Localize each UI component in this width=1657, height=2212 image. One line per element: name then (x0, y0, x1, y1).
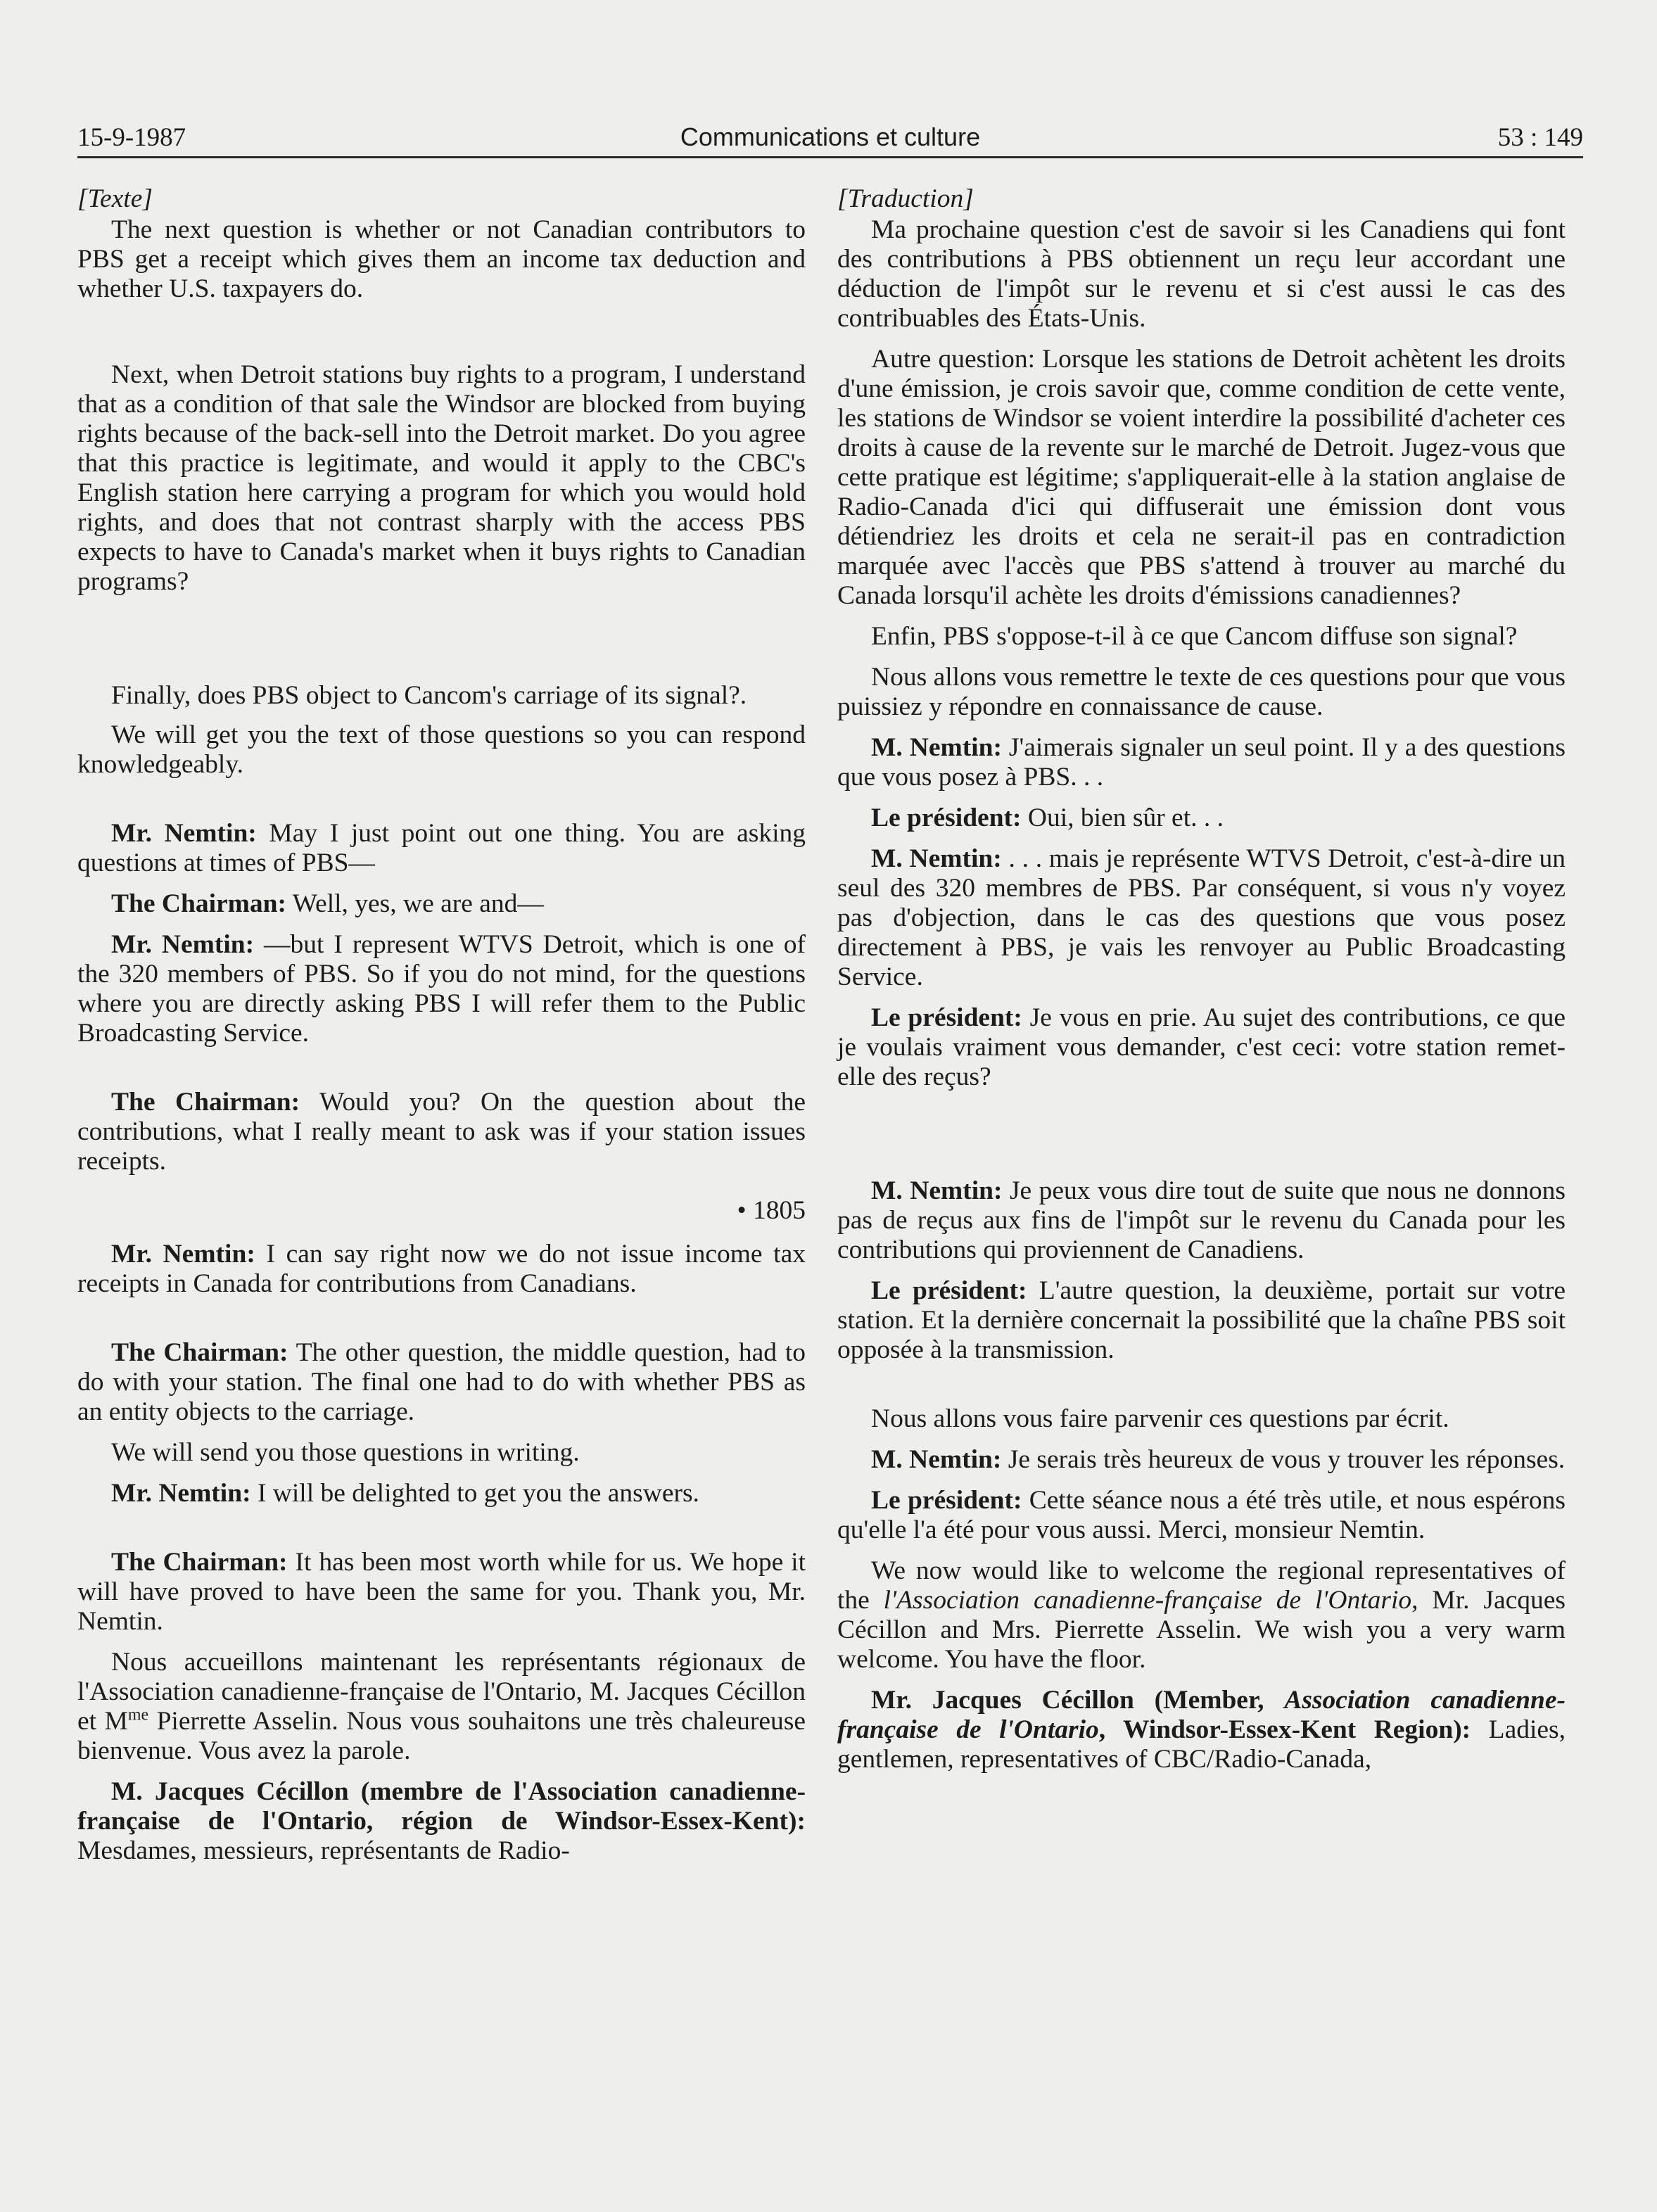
paragraph: Nous allons vous remettre le texte de ces questions pour que vous puissiez y répondre en connaissance de cause. (837, 663, 1566, 721)
speech-paragraph (837, 1176, 1566, 1265)
speech-paragraph (77, 1240, 806, 1299)
speech-paragraph (77, 1088, 806, 1176)
speaker-name: Mr. Nemtin: (111, 1479, 251, 1508)
speech-paragraph (77, 1777, 806, 1866)
paragraph-text: Nous accueillons maintenant les représentants régionaux de l'Association canadienne-française de l'Ontario, M. Jacques Cécillon et M (77, 1648, 806, 1736)
speech-text: The other question, the middle question, had to do with your station. The final one had to do with whether PBS as an entity objects to the carriage. (77, 1338, 806, 1426)
speech-text: Cette séance nous a été très utile, et nous espérons qu'elle l'a été pour vous aussi. Merci, monsieur Nemtin. (837, 1486, 1566, 1544)
speaker-name: Le président: (871, 1276, 1027, 1305)
paragraph (77, 1648, 806, 1766)
speaker-name: M. Nemtin: (871, 1445, 1002, 1474)
speech-text: Mesdames, messieurs, représentants de Radio- (77, 1836, 570, 1865)
speech-text: Je peux vous dire tout de suite que nous ne donnons pas de reçus aux fins de l'impôt sur le revenu du Canada pour les contributions qui proviennent de Canadiens. (837, 1176, 1566, 1264)
speaker-name: The Chairman: (111, 1338, 288, 1367)
speech-text: Well, yes, we are and— (286, 889, 544, 918)
paragraph-text: We now would like to welcome the regional representatives of the (837, 1556, 1566, 1615)
speech-paragraph (837, 1686, 1566, 1774)
speech-paragraph (837, 1486, 1566, 1545)
speech-paragraph (837, 733, 1566, 792)
speech-paragraph (837, 1276, 1566, 1365)
speech-text: Je serais très heureux de vous y trouver les réponses. (1001, 1445, 1566, 1474)
speech-paragraph (837, 803, 1566, 833)
paragraph: Enfin, PBS s'oppose-t-il à ce que Cancom diffuse son signal? (871, 622, 1518, 651)
paragraph (837, 1556, 1566, 1674)
paragraph-text: , Mr. Jacques Cécillon and Mrs. Pierrette Asselin. We wish you a very warm welcome. You have the floor. (837, 1586, 1566, 1674)
speaker-name: Le président: (871, 1003, 1022, 1032)
section-tag: [Texte] (77, 184, 153, 213)
speech-text: I will be delighted to get you the answers. (250, 1479, 699, 1508)
speech-paragraph (77, 930, 806, 1048)
section-tag: [Traduction] (837, 184, 974, 213)
speech-text: I can say right now we do not issue income tax receipts in Canada for contributions from Canadians. (77, 1240, 806, 1298)
speaker-name: Le président: (871, 1486, 1022, 1515)
superscript: me (127, 1705, 149, 1724)
speech-text: . . . mais je représente WTVS Detroit, c'est-à-dire un seul des 320 membres de PBS. Par conséquent, si vous n'y voyez pas d'objection, dans le cas des questions que vous posez directement à PBS, je vais les renvoyer au Public Broadcasting Service. (837, 844, 1566, 991)
paragraph: Next, when Detroit stations buy rights to a program, I understand that as a condition of that sale the Windsor are blocked from buying rights because of the back-sell into the Detroit market. Do you agree that this practice is legitimate, and would it apply to the CBC's English station here carrying a program for which you would hold rights, and does that not contrast sharply with the access PBS expects to have to Canada's market when it buys rights to Canadian programs? (77, 360, 806, 596)
speaker-name: Mr. Jacques Cécillon (Member, (871, 1686, 1285, 1715)
header-date: 15-9-1987 (77, 123, 186, 152)
page-header (77, 120, 1583, 158)
paragraph: We will get you the text of those questions so you can respond knowledgeably. (77, 720, 806, 779)
speaker-name: Mr. Nemtin: (111, 930, 255, 959)
header-title: Communications et culture (680, 122, 981, 151)
speaker-name: Le président: (871, 803, 1022, 832)
paragraph: Ma prochaine question c'est de savoir si les Canadiens qui font des contributions à PBS obtiennent un reçu leur accordant une déduction de l'impôt sur le revenu et si c'est aussi le cas des contribuables des États-Unis. (837, 215, 1566, 333)
speaker-name: The Chairman: (111, 889, 286, 918)
organization-name: l'Association canadienne-française de l'Ontario (883, 1586, 1412, 1615)
speaker-name: Mr. Nemtin: (111, 819, 257, 848)
organization-name: Association canadienne-française de l'Ontario (837, 1686, 1566, 1744)
paragraph-text: Pierrette Asselin. Nous vous souhaitons une très chaleureuse bienvenue. Vous avez la parole. (77, 1707, 806, 1765)
speaker-name: The Chairman: (111, 1088, 300, 1117)
speech-paragraph (77, 1479, 806, 1508)
speech-paragraph (837, 1003, 1566, 1092)
speech-paragraph (77, 819, 806, 878)
speech-text: Oui, bien sûr et. . . (1021, 803, 1224, 832)
speech-paragraph (77, 1338, 806, 1427)
paragraph: Autre question: Lorsque les stations de Detroit achètent les droits d'une émission, je crois savoir que, comme condition de cette vente, les stations de Windsor se voient interdire la possibilité d'acheter ces droits à cause de la revente sur le marché de Detroit. Jugez-vous que cette pratique est légitime; s'appliquerait-elle à la station anglaise de Radio-Canada d'ici qui diffuserait une émission dont vous détiendriez les droits et cela ne serait-il pas en contradiction marquée avec l'accès que PBS s'attend à trouver au marché du Canada lorsqu'il achète les droits d'émissions canadiennes? (837, 345, 1566, 610)
speech-text: Would you? On the question about the contributions, what I really meant to ask was if your station issues receipts. (77, 1088, 806, 1176)
paragraph: We will send you those questions in writing. (111, 1438, 580, 1467)
speech-text: May I just point out one thing. You are asking questions at times of PBS— (77, 819, 806, 877)
header-page-number: 53 : 149 (1497, 123, 1583, 152)
paragraph: Finally, does PBS object to Cancom's carriage of its signal?. (111, 681, 747, 710)
speech-text: Ladies, gentlemen, representatives of CBC/Radio-Canada, (837, 1715, 1566, 1774)
speech-paragraph (837, 844, 1566, 992)
speech-text: J'aimerais signaler un seul point. Il y a des questions que vous posez à PBS. . . (837, 733, 1566, 792)
speaker-name: M. Nemtin: (871, 733, 1002, 762)
paragraph: The next question is whether or not Canadian contributors to PBS get a receipt which gives them an income tax deduction and whether U.S. taxpayers do. (77, 215, 806, 303)
speech-text: It has been most worth while for us. We hope it will have proved to have been the same for you. Thank you, Mr. Nemtin. (77, 1548, 806, 1636)
speech-paragraph (77, 1548, 806, 1636)
right-column (837, 184, 1566, 1774)
speaker-name: Mr. Nemtin: (111, 1240, 255, 1269)
speech-paragraph (77, 889, 806, 919)
speaker-name: M. Jacques Cécillon (membre de l'Association canadienne-française de l'Ontario, région de Windsor-Essex-Kent): (77, 1777, 806, 1836)
speech-text: —but I represent WTVS Detroit, which is one of the 320 members of PBS. So if you do not mind, for the questions where you are directly asking PBS I will refer them to the Public Broadcasting Service. (77, 930, 806, 1048)
speaker-name: The Chairman: (111, 1548, 288, 1577)
speaker-name: M. Nemtin: (871, 1176, 1003, 1205)
speaker-name: M. Nemtin: (871, 844, 1002, 873)
speaker-name: , Windsor-Essex-Kent Region): (1098, 1715, 1471, 1744)
left-column (77, 184, 806, 1866)
timestamp: • 1805 (737, 1196, 806, 1225)
speech-text: Je vous en prie. Au sujet des contributions, ce que je voulais vraiment vous demander, c'est ceci: votre station remet-elle des reçus? (837, 1003, 1566, 1091)
paragraph: Nous allons vous faire parvenir ces questions par écrit. (871, 1404, 1449, 1433)
speech-text: L'autre question, la deuxième, portait sur votre station. Et la dernière concernait la possibilité que la chaîne PBS soit opposée à la transmission. (837, 1276, 1566, 1364)
speech-paragraph (837, 1445, 1566, 1475)
